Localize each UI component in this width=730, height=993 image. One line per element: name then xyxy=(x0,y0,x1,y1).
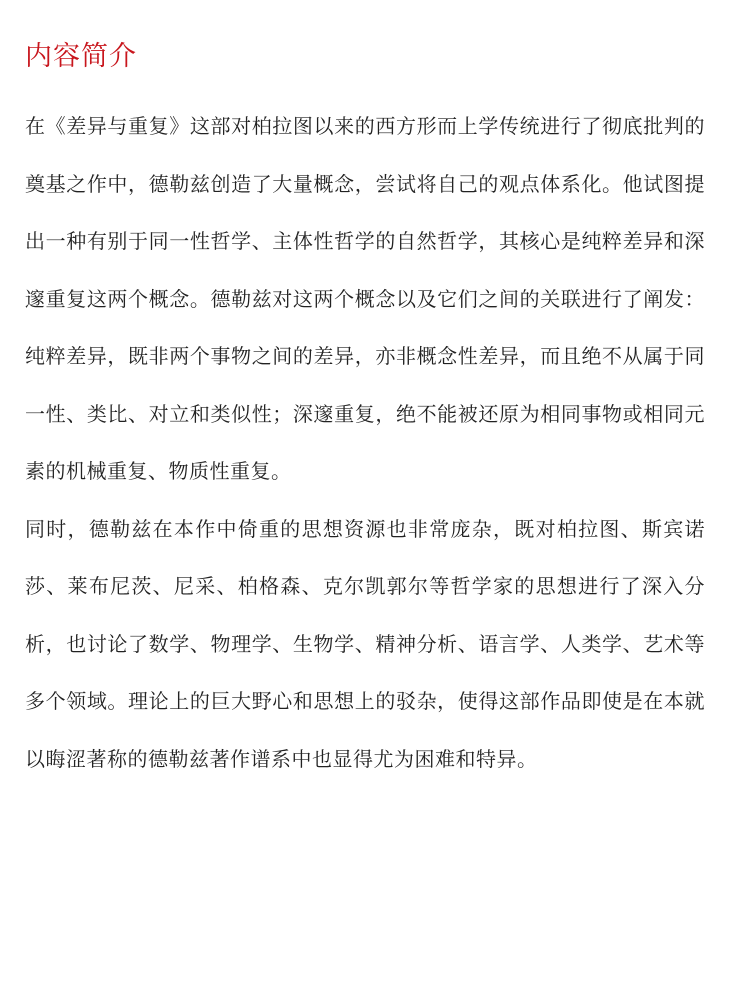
paragraph-2: 同时，德勒兹在本作中倚重的思想资源也非常庞杂，既对柏拉图、斯宾诺莎、莱布尼茨、尼采、柏格森、克尔凯郭尔等哲学家的思想进行了深入分析，也讨论了数学、物理学、生物学、精神分析、语言学、人类学、艺术等多个领域。理论上的巨大野心和思想上的驳杂，使得这部作品即使是在本就以晦涩著称的德勒兹著作谱系中也显得尤为困难和特异。 xyxy=(25,516,705,771)
section-title: 内容简介 xyxy=(25,41,137,72)
paragraph-1: 在《差异与重复》这部对柏拉图以来的西方形而上学传统进行了彻底批判的奠基之作中，德勒兹创造了大量概念，尝试将自己的观点体系化。他试图提出一种有别于同一性哲学、主体性哲学的自然哲学，其核心是纯粹差异和深邃重复这两个概念。德勒兹对这两个概念以及它们之间的关联进行了阐发：纯粹差异，既非两个事物之间的差异，亦非概念性差异，而且绝不从属于同一性、类比、对立和类似性；深邃重复，绝不能被还原为相同事物或相同元素的机械重复、物质性重复。 xyxy=(25,114,705,483)
document-page xyxy=(25,30,705,788)
